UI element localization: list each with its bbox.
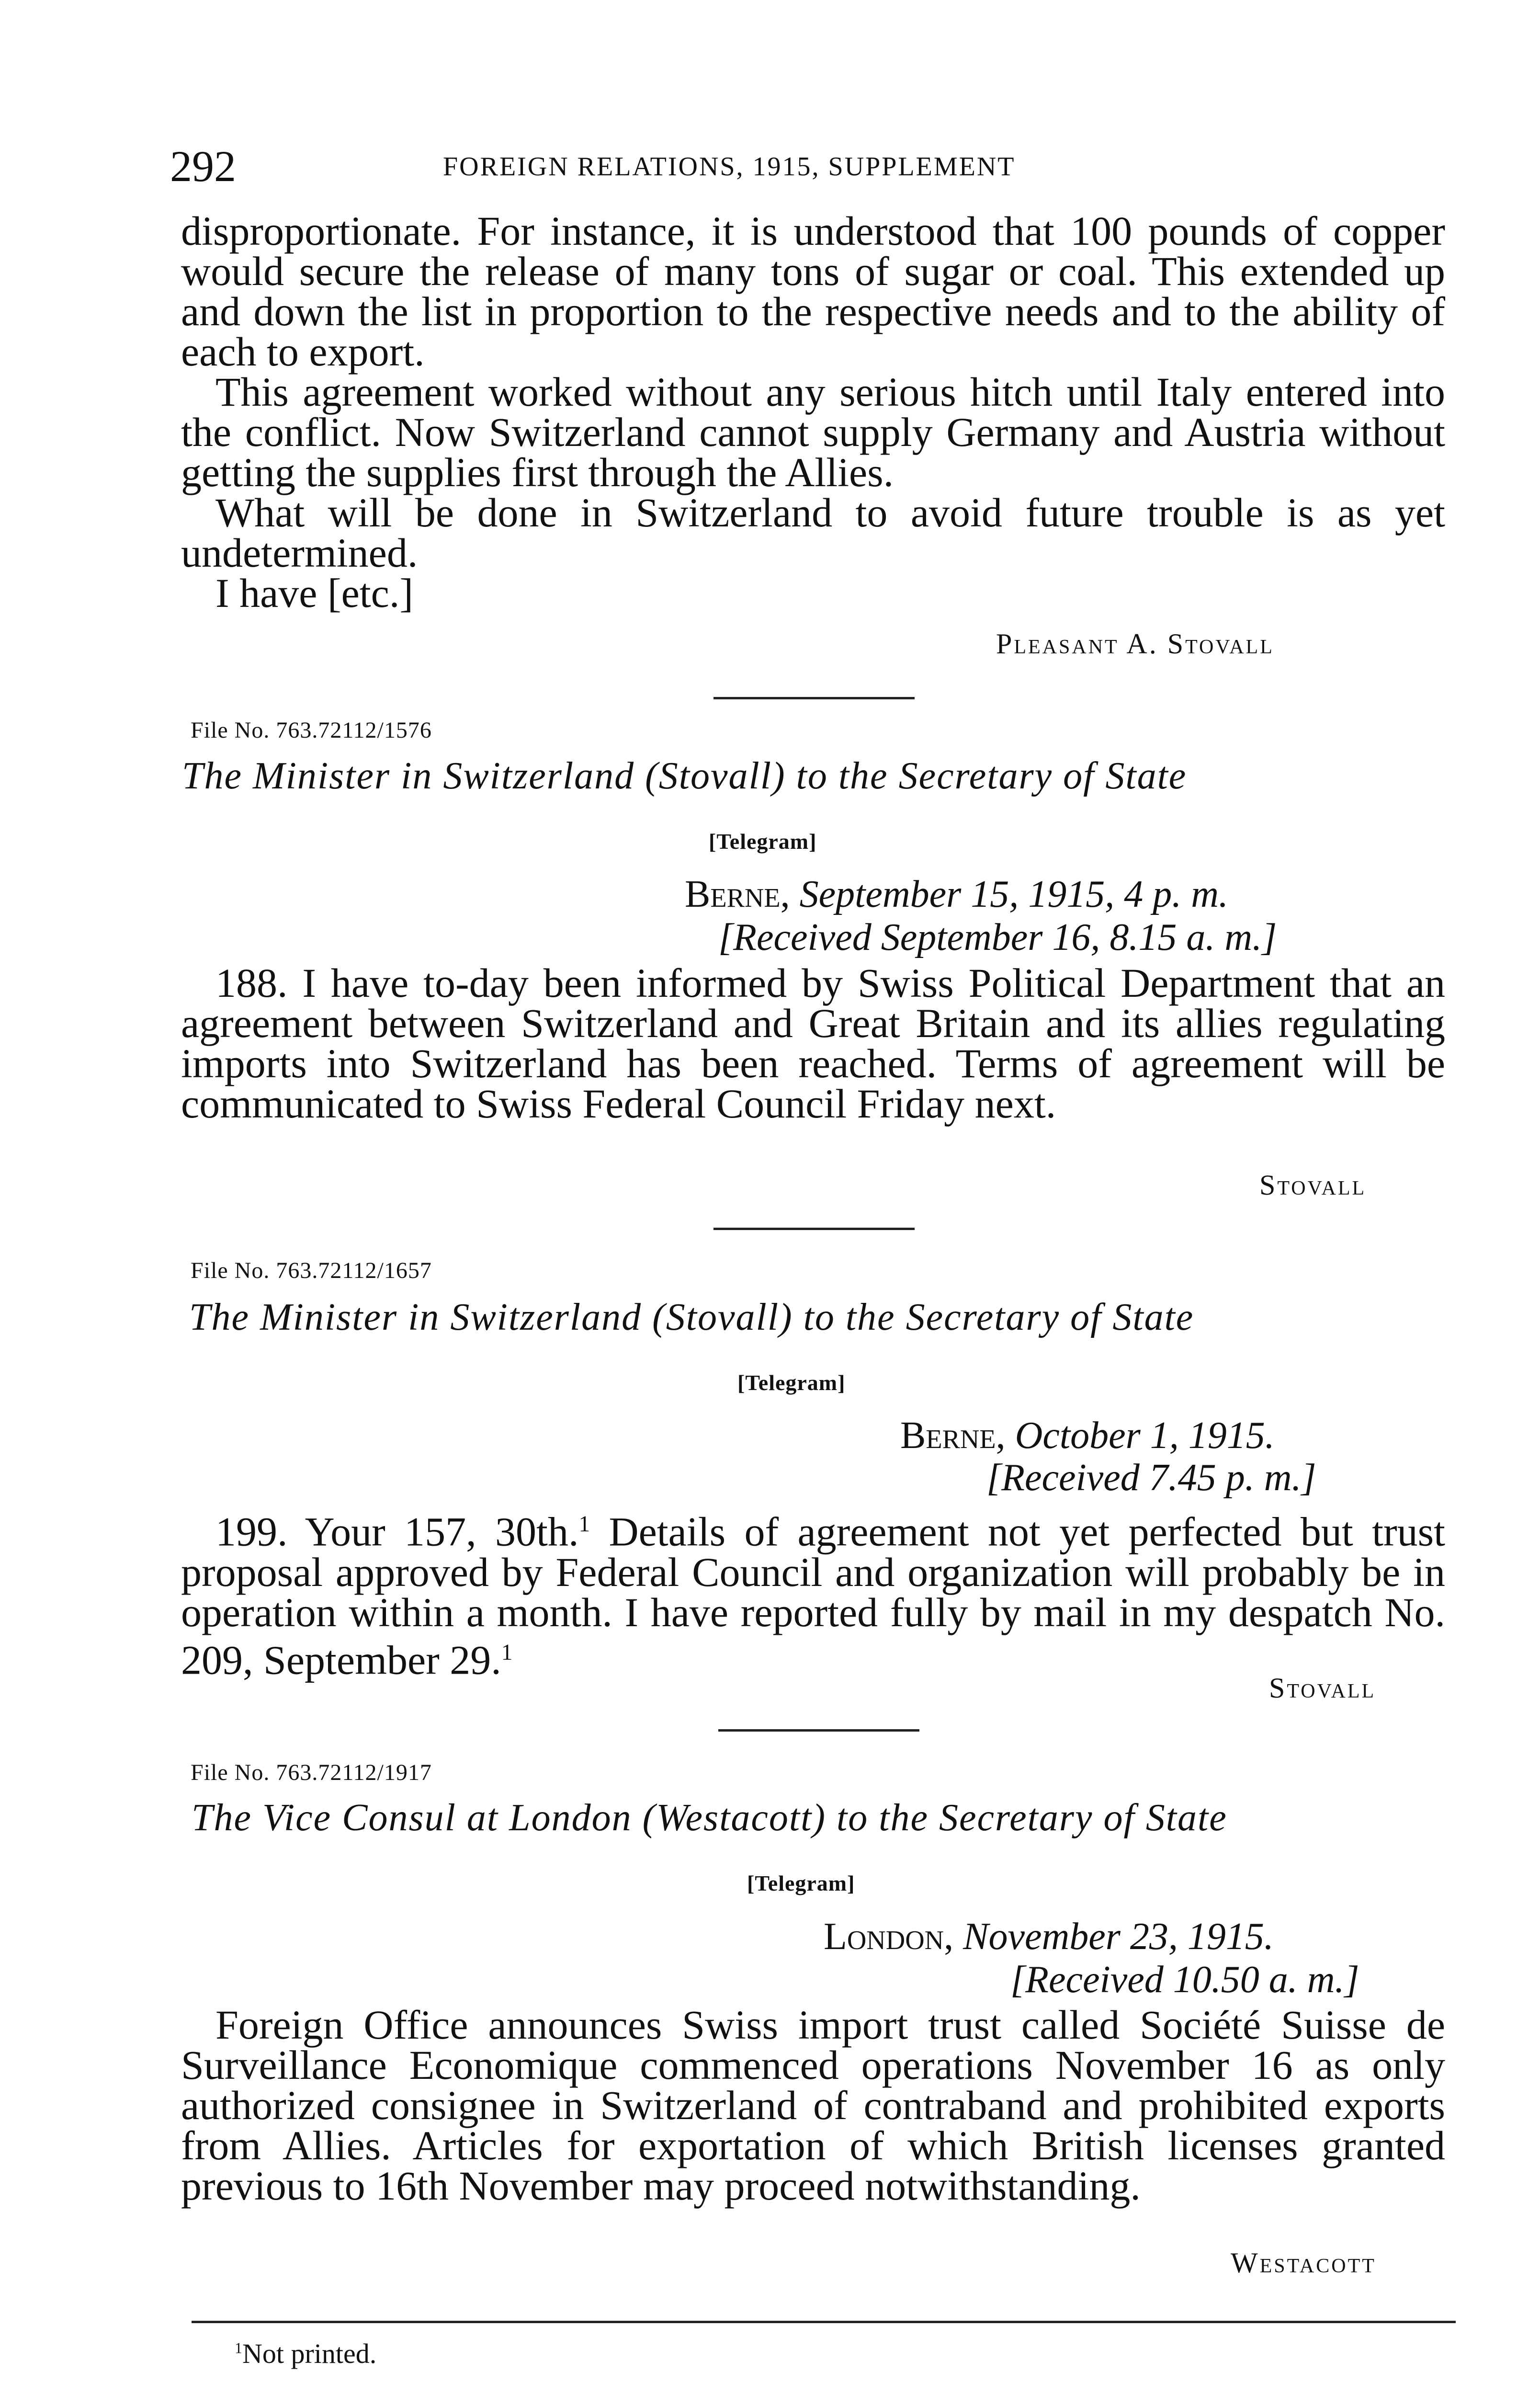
document-title: The Vice Consul at London (Westacott) to the Secretary of State: [192, 1797, 1227, 1839]
continuation-paragraph-2: This agreement worked without any serious hitch until Italy entered into the conflict. Now Switzerland cannot supply Germany and Austria without getting the supplies first through the Allies.: [181, 369, 1445, 495]
page-number: 292: [170, 142, 236, 191]
telegram-label: [Telegram]: [737, 1370, 846, 1395]
dateline: [900, 1414, 1275, 1458]
document-title: The Minister in Switzerland (Stovall) to the Secretary of State: [189, 1296, 1194, 1338]
message-text: 188. I have to-day been informed by Swiss Political Department that an agreement between Switzerland and Great Britain and its allies regulating imports into Switzerland has been reached. Terms of agreement will be communicated to Swiss Federal Council Friday next.: [181, 960, 1445, 1127]
message-body: [181, 2002, 1445, 2209]
running-head: FOREIGN RELATIONS, 1915, SUPPLEMENT: [443, 152, 1016, 182]
file-number: File No. 763.72112/1917: [191, 1760, 432, 1785]
dateline-place: Berne,: [900, 1414, 1006, 1457]
dateline: [685, 873, 1228, 916]
signature-stovall-full: Pleasant A. Stovall: [996, 628, 1274, 660]
signature-stovall: Stovall: [1259, 1169, 1367, 1201]
footnote-ref: 1: [501, 1640, 513, 1665]
signature-stovall: Stovall: [1269, 1672, 1376, 1704]
dateline-date: October 1, 1915.: [1015, 1414, 1275, 1457]
message-text: [181, 1504, 1445, 1683]
signature-westacott: Westacott: [1231, 2247, 1376, 2279]
received-line: [Received September 16, 8.15 a. m.]: [718, 916, 1277, 958]
file-number: File No. 763.72112/1576: [191, 718, 432, 743]
dateline: [824, 1915, 1274, 1959]
message-text-rest: Details of agreement not yet perfected but trust proposal approved by Federal Council and organization will probably be in operation within a month. I have reported fully by mail in my despatch No. 209, September 29.: [181, 1508, 1445, 1683]
footnote-rule: [192, 2321, 1456, 2323]
telegram-label: [Telegram]: [709, 829, 817, 854]
continuation-block: [181, 208, 1445, 616]
continuation-paragraph-1: disproportionate. For instance, it is understood that 100 pounds of copper would secure the release of many tons of sugar or coal. This extended up and down the list in proportion to the respective needs and to the ability of each to export.: [181, 208, 1445, 375]
dateline-date: September 15, 1915, 4 p. m.: [799, 873, 1229, 915]
message-body: [181, 960, 1445, 1127]
received-line: [Received 7.45 p. m.]: [986, 1457, 1316, 1499]
document-title: The Minister in Switzerland (Stovall) to the Secretary of State: [182, 755, 1187, 797]
separator-rule: [713, 1228, 915, 1230]
page-header: [170, 140, 1453, 193]
footnote-ref: 1: [578, 1512, 590, 1537]
footnote-text: Not printed.: [242, 2338, 377, 2369]
dateline-place: London,: [824, 1916, 954, 1958]
footnote-marker: 1: [235, 2339, 242, 2357]
dateline-date: November 23, 1915.: [963, 1916, 1274, 1958]
received-line: [Received 10.50 a. m.]: [1010, 1959, 1359, 2001]
message-text: Foreign Office announces Swiss import trust called Société Suisse de Surveillance Economique commenced operations November 16 as only authorized consignee in Switzerland of contraband and prohibited exports from Allies. Articles for exportation of which British licenses granted previous to 16th November may proceed notwithstanding.: [181, 2002, 1445, 2209]
message-text-lead: 199. Your 157, 30th.: [215, 1508, 579, 1555]
continuation-paragraph-3: What will be done in Switzerland to avoid future trouble is as yet undetermined.: [181, 490, 1445, 576]
file-number: File No. 763.72112/1657: [191, 1258, 432, 1283]
message-body: [181, 1504, 1445, 1683]
telegram-label: [Telegram]: [747, 1871, 855, 1895]
dateline-place: Berne,: [685, 873, 790, 915]
separator-rule: [718, 1729, 919, 1732]
separator-rule: [713, 697, 915, 699]
closing-formula: I have [etc.]: [215, 570, 413, 616]
footnote: [235, 2338, 376, 2370]
